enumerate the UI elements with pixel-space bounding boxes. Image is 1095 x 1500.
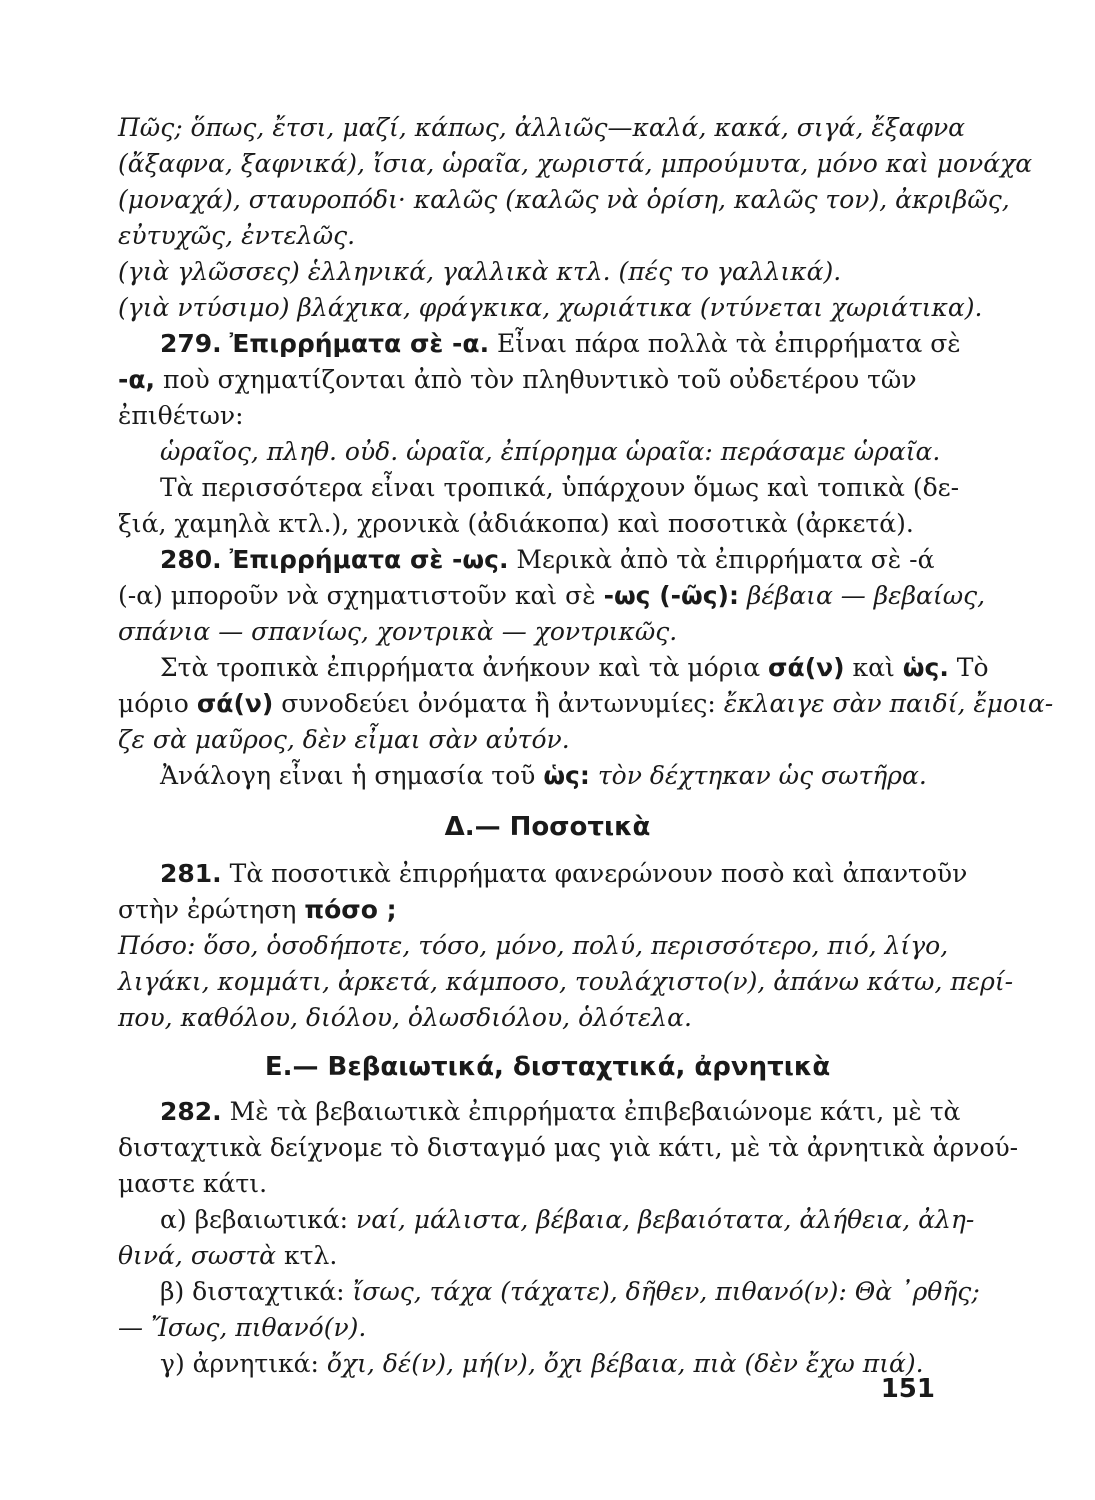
- s280-line-3: σπάνια — σπανίως, χοντρικὰ — χοντρικῶς.: [118, 617, 678, 646]
- s279-line-5: Τὰ περισσότερα εἶναι τροπικά, ὑπάρχουν ὅμως καὶ τοπικὰ (δε-: [160, 473, 960, 502]
- s280-text-7b: τὸν δέχτηκαν ὡς σωτῆρα.: [597, 761, 927, 790]
- s282-line-1: [160, 1094, 960, 1130]
- s282-item-c-label: γ) ἀρνητικά:: [160, 1349, 319, 1378]
- s280-particle-os-2: ὡς:: [543, 761, 590, 790]
- intro-line-6: (γιὰ ντύσιμο) βλάχικα, φράγκικα, χωριάτικα (ντύνεται χωριάτικα).: [118, 293, 983, 322]
- heading-affirmative: Ε.— Βεβαιωτικά, δισταχτικά, ἀρνητικὰ: [264, 1052, 831, 1082]
- intro-line-2: (ἄξαφνα, ξαφνικά), ἴσια, ὡραῖα, χωριστά, μπρούμυτα, μόνο καὶ μονάχα: [118, 149, 1033, 178]
- s282-item-b-label: β) δισταχτικά:: [160, 1277, 345, 1306]
- s279-text-1: Εἶναι πάρα πολλὰ τὰ ἐπιρρήματα σὲ: [497, 329, 961, 358]
- heading-quantitative: Δ.— Ποσοτικὰ: [444, 812, 651, 842]
- s281-line-2: [118, 892, 960, 928]
- intro-line-1: Πῶς; ὅπως, ἔτσι, μαζί, κάπως, ἀλλιῶς—καλά, κακά, σιγά, ἔξαφνα: [118, 113, 966, 142]
- s280-number: 280.: [160, 545, 222, 574]
- s282-item-a-cont-etc: κτλ.: [284, 1241, 338, 1270]
- s282-item-a: [160, 1202, 975, 1238]
- s279-example: ὡραῖος, πληθ. οὐδ. ὡραῖα, ἐπίρρημα ὡραῖα: περάσαμε ὡραῖα.: [160, 437, 941, 466]
- s282-number: 282.: [160, 1097, 222, 1126]
- s282-line-2: δισταχτικὰ δείχνομε τὸ δισταγμό μας γιὰ κάτι, μὲ τὰ ἀρνητικὰ ἀρνού-: [118, 1133, 1019, 1162]
- s280-line-5: [118, 686, 1054, 722]
- s280-text-7a: Ἀνάλογη εἶναι ἡ σημασία τοῦ: [160, 761, 536, 790]
- s280-title: Ἐπιρρήματα σὲ -ως.: [229, 545, 509, 574]
- s282-item-b: [160, 1274, 980, 1310]
- s282-item-a-text: ναί, μάλιστα, βέβαια, βεβαιότατα, ἀλήθεια, ἀλη-: [356, 1205, 975, 1234]
- s280-line-1: [160, 542, 960, 578]
- s279-title: Ἐπιρρήματα σὲ -α.: [229, 329, 490, 358]
- s282-item-a-label: α) βεβαιωτικά:: [160, 1205, 349, 1234]
- s280-line-4: [160, 650, 989, 686]
- s279-text-2: ποὺ σχηματίζονται ἀπὸ τὸν πληθυντικὸ τοῦ οὐδετέρου τῶν: [163, 365, 917, 394]
- s280-text-4-end: Τὸ: [956, 653, 989, 682]
- s279-line-2: [118, 362, 960, 398]
- s280-line-6: ζε σὰ μαῦρος, δὲν εἶμαι σὰν αὐτόν.: [118, 725, 570, 754]
- s282-text-1: Μὲ τὰ βεβαιωτικὰ ἐπιρρήματα ἐπιβεβαιώνομε κάτι, μὲ τὰ: [229, 1097, 961, 1126]
- s281-text-2: στὴν ἐρώτηση: [118, 895, 297, 924]
- s280-text-1: Μερικὰ ἀπὸ τὰ ἐπιρρήματα σὲ -ά: [516, 545, 935, 574]
- s280-particle-san: σά(ν): [768, 653, 845, 682]
- s280-line-2: [118, 578, 986, 614]
- s281-line-5: που, καθόλου, διόλου, ὁλωσδιόλου, ὁλότελα.: [118, 1003, 692, 1032]
- s282-line-3: μαστε κάτι.: [118, 1169, 268, 1198]
- s281-line-3: Πόσο: ὅσο, ὁσοδήποτε, τόσο, μόνο, πολύ, περισσότερο, πιό, λίγο,: [118, 931, 949, 960]
- s280-text-2b: βέβαια — βεβαίως,: [746, 581, 986, 610]
- s281-number: 281.: [160, 859, 222, 888]
- s282-item-a-cont: [118, 1238, 960, 1274]
- s282-item-c-text: ὄχι, δέ(ν), μή(ν), ὄχι βέβαια, πιὰ (δὲν ἔχω πιά).: [326, 1349, 924, 1378]
- s281-line-4: λιγάκι, κομμάτι, ἀρκετά, κάμποσο, τουλάχιστο(ν), ἀπάνω κάτω, περί-: [118, 967, 1014, 996]
- s279-line-3: ἐπιθέτων:: [118, 401, 244, 430]
- s280-text-5a: μόριο: [118, 689, 189, 718]
- s280-line-7: [160, 758, 960, 794]
- s279-number: 279.: [160, 329, 222, 358]
- s280-text-4: Στὰ τροπικὰ ἐπιρρήματα ἀνήκουν καὶ τὰ μόρια: [160, 653, 761, 682]
- page-number: 151: [880, 1374, 935, 1404]
- s280-text-5c: ἔκλαιγε σὰν παιδί, ἔμοια-: [723, 689, 1054, 718]
- intro-line-3: (μοναχά), σταυροπόδι· καλῶς (καλῶς νὰ ὁρίση, καλῶς τον), ἀκριβῶς,: [118, 185, 1010, 214]
- intro-line-5: (γιὰ γλῶσσες) ἑλληνικά, γαλλικὰ κτλ. (πές το γαλλικά).: [118, 257, 842, 286]
- s281-question: πόσο ;: [304, 895, 397, 924]
- s281-text-1: Τὰ ποσοτικὰ ἐπιρρήματα φανερώνουν ποσὸ καὶ ἀπαντοῦν: [229, 859, 968, 888]
- intro-line-4: εὐτυχῶς, ἐντελῶς.: [118, 221, 356, 250]
- s280-suffix: -ως (-ῶς):: [603, 581, 739, 610]
- s280-text-5b: συνοδεύει ὀνόματα ἢ ἀντωνυμίες:: [281, 689, 716, 718]
- s279-line-6: ξιά, χαμηλὰ κτλ.), χρονικὰ (ἀδιάκοπα) καὶ ποσοτικὰ (ἀρκετά).: [118, 509, 914, 538]
- s280-text-4-mid: καὶ: [852, 653, 895, 682]
- s281-line-1: [160, 856, 968, 892]
- s282-item-c: [160, 1346, 960, 1382]
- s280-text-2a: (-α) μποροῦν νὰ σχηματιστοῦν καὶ σὲ: [118, 581, 596, 610]
- s280-particle-os: ὡς.: [902, 653, 949, 682]
- s282-item-a-cont-text: θινά, σωστὰ: [118, 1241, 277, 1270]
- s282-item-b-text: ἴσως, τάχα (τάχατε), δῆθεν, πιθανό(ν): Θὰ ᾽ρθῆς;: [352, 1277, 980, 1306]
- s279-suffix: -α,: [118, 365, 156, 394]
- s280-particle-san-2: σά(ν): [196, 689, 274, 718]
- s282-item-b-cont: — Ἴσως, πιθανό(ν).: [118, 1313, 367, 1342]
- s279-line-1: [160, 326, 960, 362]
